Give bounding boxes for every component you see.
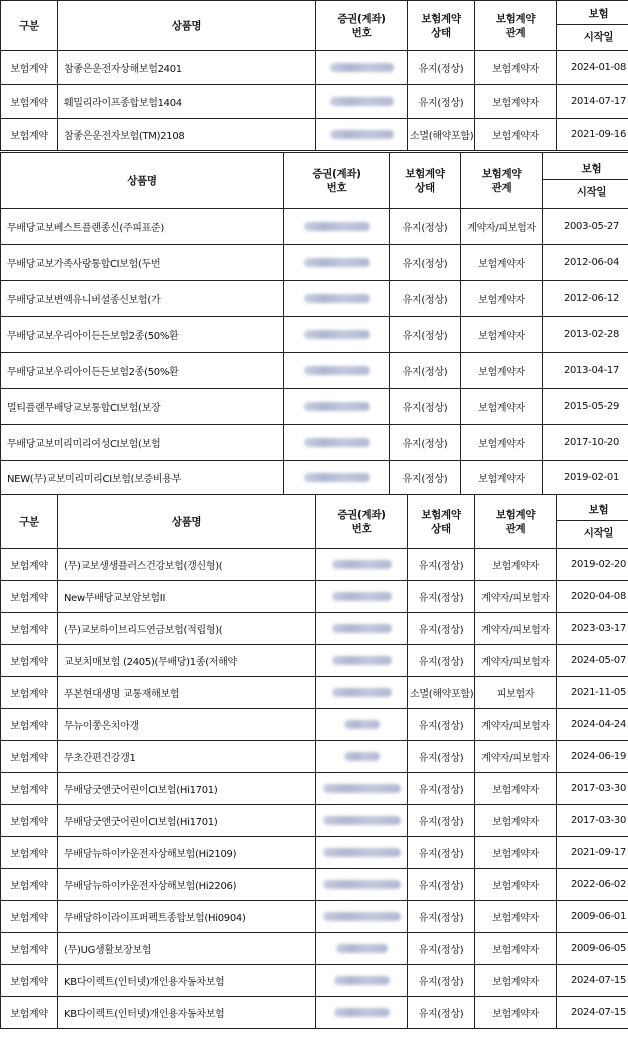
start-cell: 2013-04-17 — [543, 353, 628, 389]
category-cell: 보험계약 — [1, 645, 58, 677]
status-cell: 유지(정상) — [390, 353, 461, 389]
start-cell: 2021-09-17 — [557, 837, 628, 869]
header-category: 구분 — [1, 1, 58, 51]
status-cell: 유지(정상) — [390, 209, 461, 245]
account-cell — [316, 85, 408, 119]
status-cell: 유지(정상) — [408, 997, 475, 1029]
table-row — [1, 85, 628, 119]
status-cell: 유지(정상) — [408, 901, 475, 933]
relation-cell: 보험계약자 — [475, 119, 557, 151]
header-product: 상품명 — [58, 1, 316, 51]
category-cell: 보험계약 — [1, 613, 58, 645]
header-relation: 보험계약 관계 — [475, 495, 557, 549]
start-cell: 2023-03-17 — [557, 613, 628, 645]
table-row — [1, 549, 628, 581]
product-cell: 푸본현대생명 교통재해보험 — [58, 677, 316, 709]
product-cell: 무배당교보변액유니버셜종신보험(가 — [1, 281, 284, 317]
status-cell: 유지(정상) — [408, 773, 475, 805]
relation-cell: 보험계약자 — [461, 245, 543, 281]
status-cell: 유지(정상) — [390, 245, 461, 281]
header-start: 보험 시작일 — [557, 495, 628, 549]
product-cell: 무배당굿앤굿어린이CI보험(Hi1701) — [58, 805, 316, 837]
header-account: 증권(계좌) 번호 — [284, 153, 390, 209]
product-cell: 무초간편건강갱1 — [58, 741, 316, 773]
table-row — [1, 965, 628, 997]
account-cell — [284, 209, 390, 245]
header-relation: 보험계약 관계 — [461, 153, 543, 209]
product-cell: 무배당교보우리아이든든보험2종(50%환 — [1, 353, 284, 389]
account-cell — [316, 837, 408, 869]
account-cell — [284, 425, 390, 461]
start-cell: 2019-02-01 — [543, 461, 628, 495]
status-cell: 유지(정상) — [390, 425, 461, 461]
table-row — [1, 353, 628, 389]
contracts-table-3 — [0, 494, 628, 1029]
table-row — [1, 677, 628, 709]
status-cell: 유지(정상) — [408, 869, 475, 901]
start-cell: 2017-10-20 — [543, 425, 628, 461]
status-cell: 유지(정상) — [408, 741, 475, 773]
product-cell: 무배당교보가족사랑통합CI보험(두번 — [1, 245, 284, 281]
start-cell: 2024-04-24 — [557, 709, 628, 741]
header-relation: 보험계약 관계 — [475, 1, 557, 51]
status-cell: 유지(정상) — [408, 645, 475, 677]
product-cell: (무)교보생생플러스건강보험(갱신형)( — [58, 549, 316, 581]
relation-cell: 보험계약자 — [475, 837, 557, 869]
category-cell: 보험계약 — [1, 51, 58, 85]
table-row — [1, 425, 628, 461]
account-cell — [316, 933, 408, 965]
relation-cell: 보험계약자 — [461, 461, 543, 495]
account-cell — [284, 281, 390, 317]
status-cell: 유지(정상) — [408, 965, 475, 997]
account-cell — [316, 119, 408, 151]
start-cell: 2022-06-02 — [557, 869, 628, 901]
header-status: 보험계약 상태 — [408, 1, 475, 51]
table-row — [1, 869, 628, 901]
start-cell: 2024-05-07 — [557, 645, 628, 677]
status-cell: 유지(정상) — [408, 933, 475, 965]
start-cell: 2024-06-19 — [557, 741, 628, 773]
account-cell — [316, 51, 408, 85]
category-cell: 보험계약 — [1, 709, 58, 741]
table-row — [1, 645, 628, 677]
status-cell: 유지(정상) — [408, 51, 475, 85]
category-cell: 보험계약 — [1, 837, 58, 869]
header-start: 보험 시작일 — [543, 153, 628, 209]
header-status: 보험계약 상태 — [408, 495, 475, 549]
account-cell — [284, 245, 390, 281]
start-cell: 2024-07-15 — [557, 965, 628, 997]
header-start: 보험 시작일 — [557, 1, 628, 51]
table-row — [1, 119, 628, 151]
account-cell — [316, 773, 408, 805]
relation-cell: 보험계약자 — [475, 869, 557, 901]
start-cell: 2015-05-29 — [543, 389, 628, 425]
table-row — [1, 281, 628, 317]
header-product: 상품명 — [1, 153, 284, 209]
relation-cell: 보험계약자 — [475, 805, 557, 837]
start-cell: 2013-02-28 — [543, 317, 628, 353]
account-cell — [284, 353, 390, 389]
table-row — [1, 805, 628, 837]
relation-cell: 보험계약자 — [461, 281, 543, 317]
start-cell: 2024-07-15 — [557, 997, 628, 1029]
status-cell: 유지(정상) — [408, 837, 475, 869]
status-cell: 소멸(해약포함) — [408, 119, 475, 151]
relation-cell: 보험계약자 — [461, 425, 543, 461]
product-cell: 무배당굿앤굿어린이CI보험(Hi1701) — [58, 773, 316, 805]
relation-cell: 보험계약자 — [475, 85, 557, 119]
account-cell — [316, 613, 408, 645]
start-cell: 2020-04-08 — [557, 581, 628, 613]
account-cell — [316, 709, 408, 741]
account-cell — [316, 741, 408, 773]
start-cell: 2012-06-04 — [543, 245, 628, 281]
account-cell — [316, 901, 408, 933]
start-cell: 2021-11-05 — [557, 677, 628, 709]
status-cell: 유지(정상) — [390, 461, 461, 495]
table-row — [1, 389, 628, 425]
status-cell: 유지(정상) — [408, 709, 475, 741]
table-row — [1, 901, 628, 933]
account-cell — [316, 581, 408, 613]
table-row — [1, 773, 628, 805]
account-cell — [284, 317, 390, 353]
table-row — [1, 209, 628, 245]
product-cell: KB다이렉트(인터넷)개인용자동차보험 — [58, 965, 316, 997]
relation-cell: 보험계약자 — [461, 317, 543, 353]
product-cell: NEW(무)교보미리미리CI보험(보증비용부 — [1, 461, 284, 495]
product-cell: 무뉴이쫑은치아갱 — [58, 709, 316, 741]
relation-cell: 계약자/피보험자 — [475, 645, 557, 677]
product-cell: 무배당하이라이프퍼펙트종합보험(Hi0904) — [58, 901, 316, 933]
start-cell: 2021-09-16 — [557, 119, 628, 151]
status-cell: 유지(정상) — [408, 85, 475, 119]
product-cell: 교보치매보험 (2405)(무배당)1종(저해약 — [58, 645, 316, 677]
status-cell: 유지(정상) — [390, 317, 461, 353]
relation-cell: 계약자/피보험자 — [475, 613, 557, 645]
category-cell: 보험계약 — [1, 85, 58, 119]
relation-cell: 보험계약자 — [475, 51, 557, 85]
category-cell: 보험계약 — [1, 805, 58, 837]
table-row — [1, 51, 628, 85]
category-cell: 보험계약 — [1, 549, 58, 581]
table-row — [1, 317, 628, 353]
category-cell: 보험계약 — [1, 773, 58, 805]
relation-cell: 피보험자 — [475, 677, 557, 709]
category-cell: 보험계약 — [1, 677, 58, 709]
status-cell: 소멸(해약포함) — [408, 677, 475, 709]
account-cell — [316, 549, 408, 581]
start-cell: 2009-06-05 — [557, 933, 628, 965]
status-cell: 유지(정상) — [408, 549, 475, 581]
account-cell — [316, 677, 408, 709]
table-row — [1, 933, 628, 965]
product-cell: New무배당교보암보험II — [58, 581, 316, 613]
category-cell: 보험계약 — [1, 581, 58, 613]
relation-cell: 보험계약자 — [475, 933, 557, 965]
status-cell: 유지(정상) — [390, 389, 461, 425]
start-cell: 2024-01-08 — [557, 51, 628, 85]
start-cell: 2003-05-27 — [543, 209, 628, 245]
start-cell: 2017-03-30 — [557, 773, 628, 805]
product-cell: 무배당교보미리미리여성CI보험(보험 — [1, 425, 284, 461]
table-row — [1, 709, 628, 741]
relation-cell: 보험계약자 — [475, 549, 557, 581]
table-row — [1, 997, 628, 1029]
table-row — [1, 613, 628, 645]
relation-cell: 보험계약자 — [475, 773, 557, 805]
header-account: 증권(계좌) 번호 — [316, 1, 408, 51]
start-cell: 2017-03-30 — [557, 805, 628, 837]
start-cell: 2009-06-01 — [557, 901, 628, 933]
category-cell: 보험계약 — [1, 741, 58, 773]
table-row — [1, 741, 628, 773]
category-cell: 보험계약 — [1, 901, 58, 933]
account-cell — [316, 997, 408, 1029]
table-row — [1, 581, 628, 613]
product-cell: (무)UG생활보장보험 — [58, 933, 316, 965]
category-cell: 보험계약 — [1, 933, 58, 965]
start-cell: 2014-07-17 — [557, 85, 628, 119]
product-cell: 무배당교보우리아이든든보험2종(50%환 — [1, 317, 284, 353]
relation-cell: 보험계약자 — [475, 965, 557, 997]
header-product: 상품명 — [58, 495, 316, 549]
header-status: 보험계약 상태 — [390, 153, 461, 209]
relation-cell: 계약자/피보험자 — [461, 209, 543, 245]
account-cell — [316, 869, 408, 901]
status-cell: 유지(정상) — [408, 613, 475, 645]
status-cell: 유지(정상) — [408, 581, 475, 613]
product-cell: 참좋은운전자상해보험2401 — [58, 51, 316, 85]
table-row — [1, 461, 628, 495]
account-cell — [316, 645, 408, 677]
status-cell: 유지(정상) — [408, 805, 475, 837]
status-cell: 유지(정상) — [390, 281, 461, 317]
product-cell: 멀티플랜무배당교보통합CI보험(보장 — [1, 389, 284, 425]
relation-cell: 보험계약자 — [461, 353, 543, 389]
account-cell — [316, 965, 408, 997]
account-cell — [316, 805, 408, 837]
product-cell: 무배당교보베스트플랜종신(주피표준) — [1, 209, 284, 245]
start-cell: 2019-02-20 — [557, 549, 628, 581]
relation-cell: 계약자/피보험자 — [475, 709, 557, 741]
product-cell: 훼밀리라이프종합보험1404 — [58, 85, 316, 119]
relation-cell: 계약자/피보험자 — [475, 741, 557, 773]
product-cell: 무배당뉴하이카운전자상해보험(Hi2109) — [58, 837, 316, 869]
category-cell: 보험계약 — [1, 869, 58, 901]
account-cell — [284, 389, 390, 425]
category-cell: 보험계약 — [1, 965, 58, 997]
header-account: 증권(계좌) 번호 — [316, 495, 408, 549]
account-cell — [284, 461, 390, 495]
table-row — [1, 245, 628, 281]
start-cell: 2012-06-12 — [543, 281, 628, 317]
product-cell: KB다이렉트(인터넷)개인용자동차보험 — [58, 997, 316, 1029]
table-row — [1, 837, 628, 869]
product-cell: 무배당뉴하이카운전자상해보험(Hi2206) — [58, 869, 316, 901]
product-cell: (무)교보하이브리드연금보험(적립형)( — [58, 613, 316, 645]
relation-cell: 보험계약자 — [461, 389, 543, 425]
contracts-table-2 — [0, 152, 628, 495]
contracts-table-1 — [0, 0, 628, 151]
relation-cell: 계약자/피보험자 — [475, 581, 557, 613]
relation-cell: 보험계약자 — [475, 901, 557, 933]
category-cell: 보험계약 — [1, 997, 58, 1029]
product-cell: 참좋은운전자보험(TM)2108 — [58, 119, 316, 151]
category-cell: 보험계약 — [1, 119, 58, 151]
relation-cell: 보험계약자 — [475, 997, 557, 1029]
header-category: 구분 — [1, 495, 58, 549]
